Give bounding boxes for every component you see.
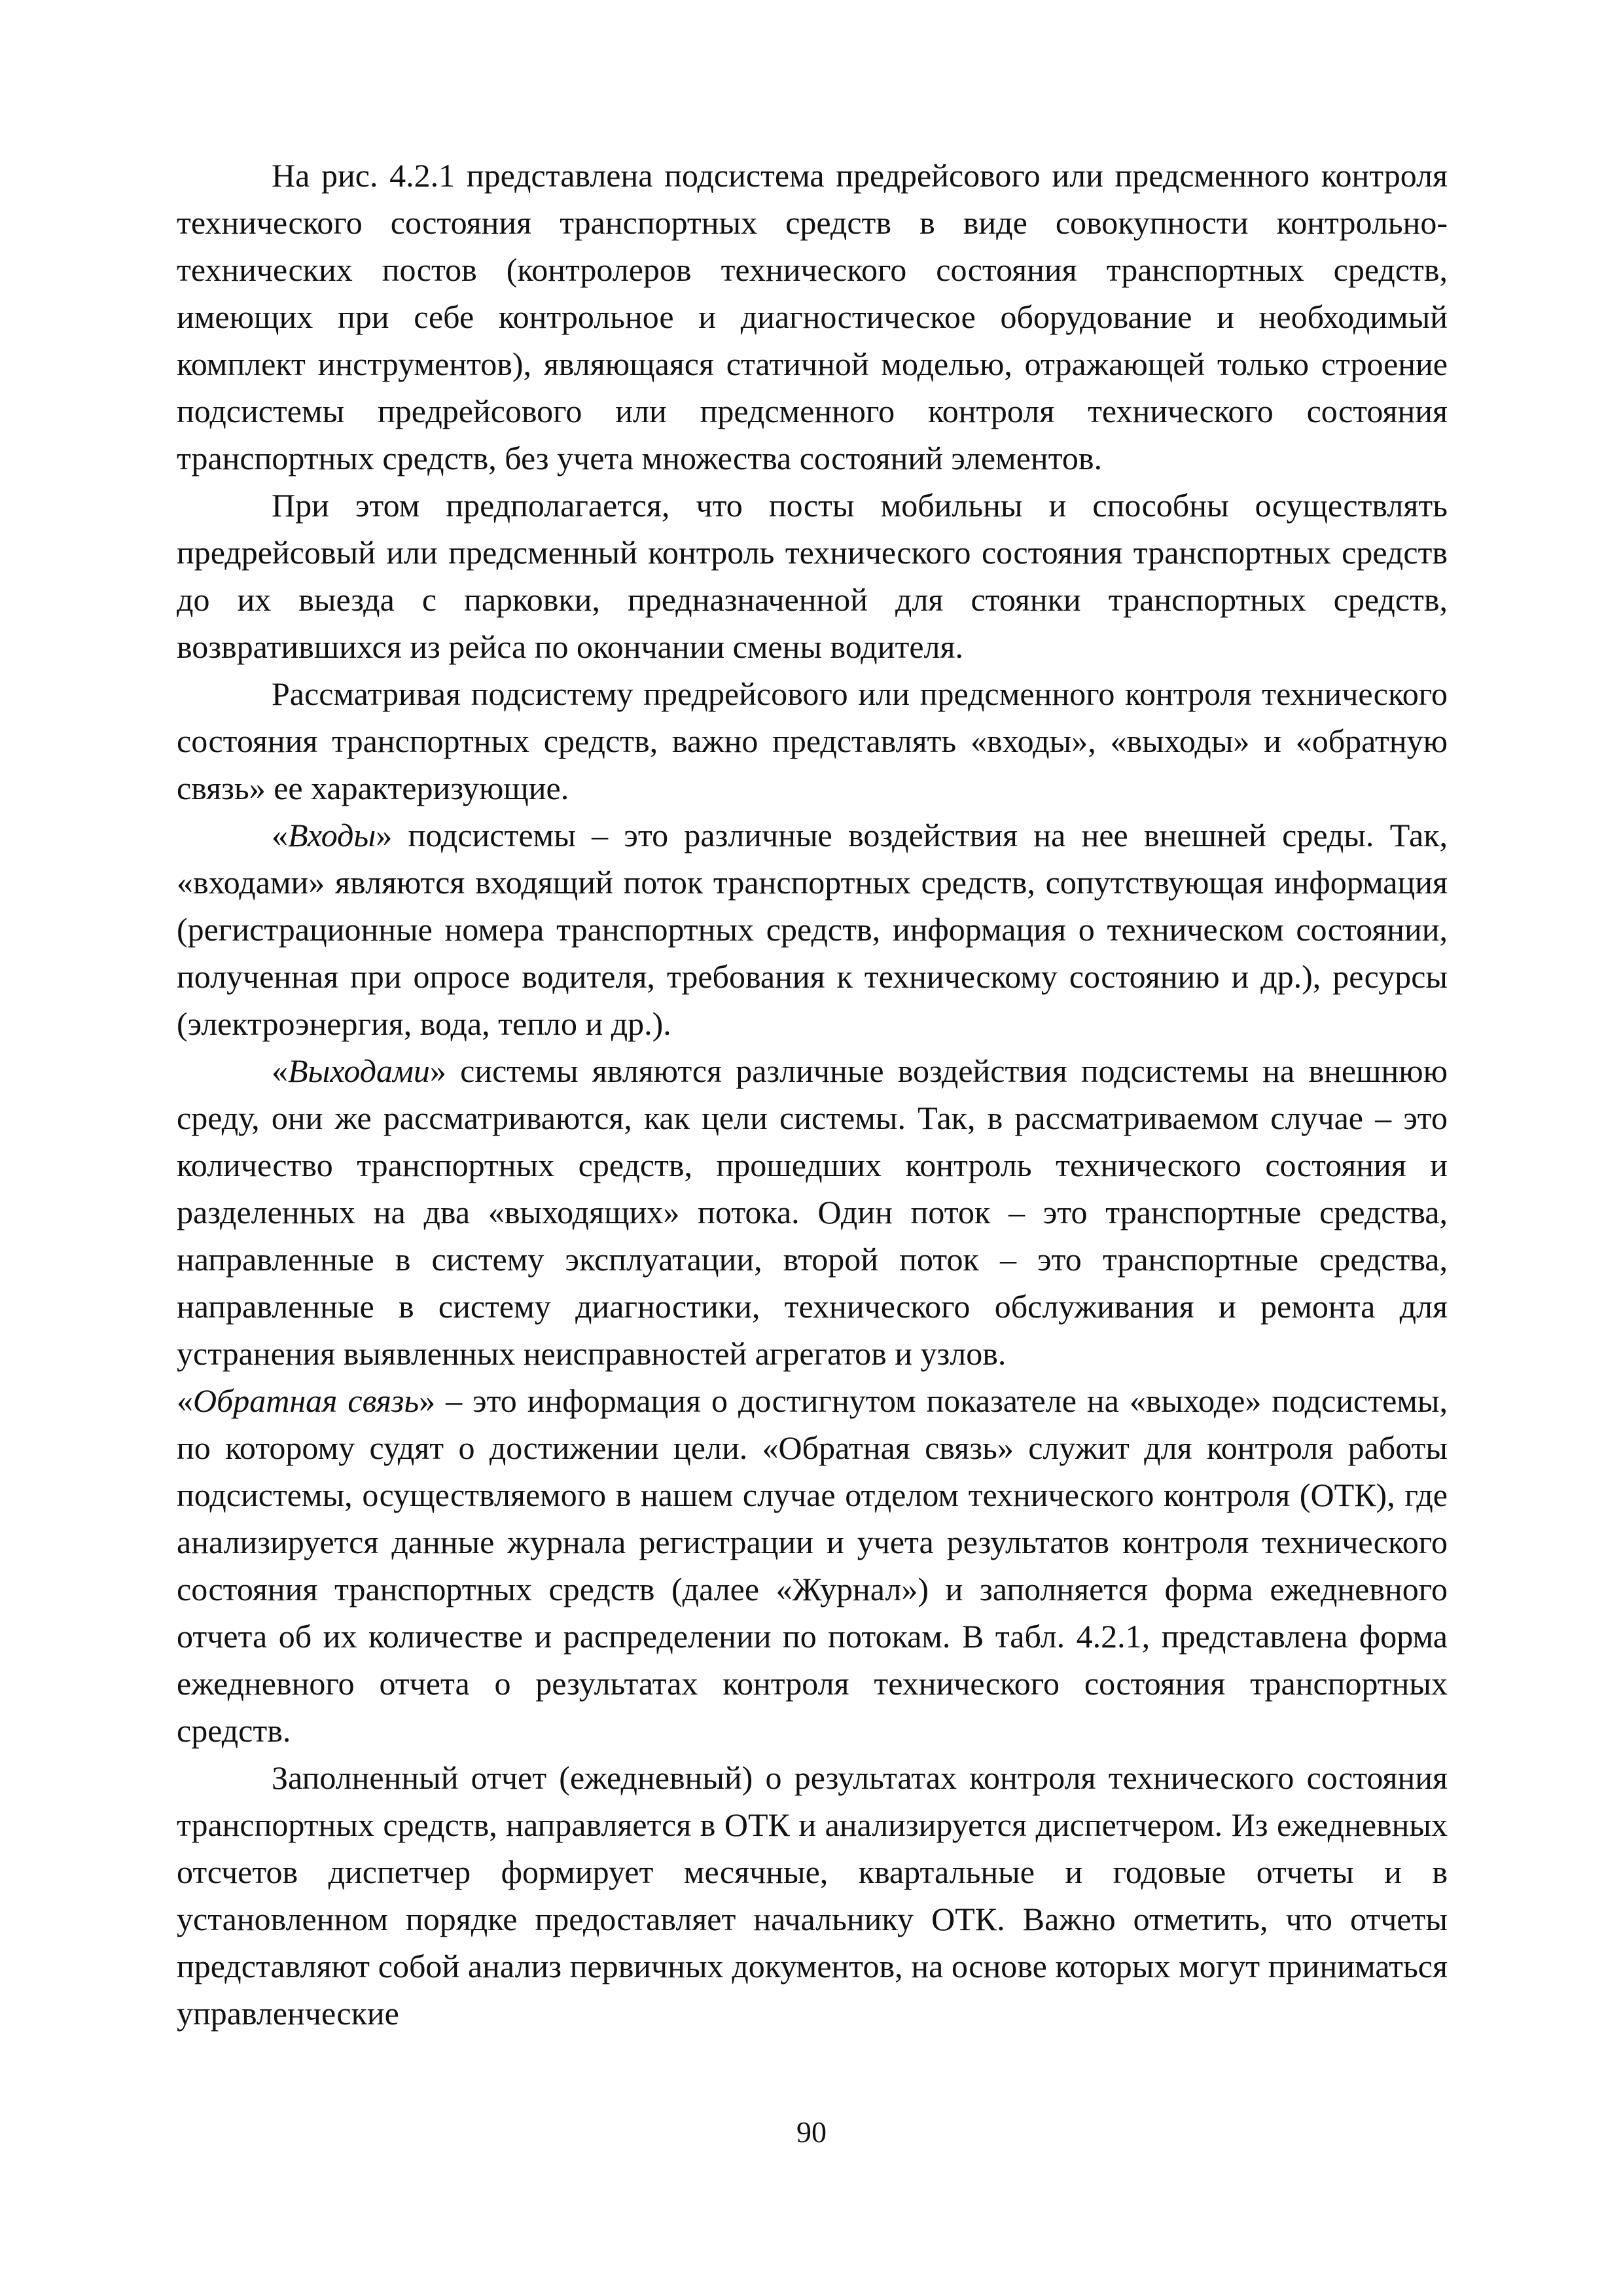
close-quote: » bbox=[376, 817, 393, 853]
paragraph-outputs bbox=[177, 1047, 1448, 1377]
close-quote: » bbox=[419, 1382, 436, 1419]
term-inputs: Входы bbox=[288, 817, 376, 853]
term-feedback: Обратная связь bbox=[193, 1382, 419, 1419]
body-text bbox=[177, 152, 1448, 2037]
term-outputs: Выходами bbox=[288, 1052, 430, 1089]
page-number: 90 bbox=[796, 2115, 827, 2149]
paragraph-mobile-posts: При этом предполагается, что посты мобильны и способны осуществлять предрейсовый или предсменный контроль технического состояния транспортных средств до их выезда с парковки, предназначенной для стоянки транспортных средств, возвратившихся из рейса по окончании смены водителя. bbox=[177, 487, 1448, 665]
paragraph-outputs-text: системы являются различные воздействия подсистемы на внешнюю среду, они же рассматриваются, как цели системы. Так, в рассматриваемом случае – это количество транспортных средств, прошедших контроль технического состояния и разделенных на два «выходящих» потока. Один поток – это транспортные средства, направленные в систему эксплуатации, второй поток – это транспортные средства, направленные в систему диагностики, технического обслуживания и ремонта для устранения выявленных неисправностей агрегатов и узлов. bbox=[177, 1052, 1448, 1372]
paragraph-inputs bbox=[177, 812, 1448, 1047]
paragraph-inputs-outputs-intro: Рассматривая подсистему предрейсового или предсменного контроля технического состояния транспортных средств, важно представлять «входы», «выходы» и «обратную связь» ее характеризующие. bbox=[177, 675, 1448, 806]
paragraph-feedback-text: – это информация о достигнутом показателе на «выходе» подсистемы, по которому судят о достижении цели. «Обратная связь» служит для контроля работы подсистемы, осуществляемого в нашем случае отделом технического контроля (ОТК), где анализируется данные журнала регистрации и учета результатов контроля технического состояния транспортных средств (далее «Журнал») и заполняется форма ежедневного отчета об их количестве и распределении по потокам. В табл. 4.2.1, представлена форма ежедневного отчета о результатах контроля технического состояния транспортных средств. bbox=[177, 1382, 1448, 1749]
open-quote: « bbox=[177, 1382, 193, 1419]
open-quote: « bbox=[272, 1052, 288, 1089]
paragraph-reports: Заполненный отчет (ежедневный) о результатах контроля технического состояния транспортных средств, направляется в ОТК и анализируется диспетчером. Из ежедневных отсчетов диспетчер формирует месячные, квартальные и годовые отчеты и в установленном порядке предоставляет начальнику ОТК. Важно отметить, что отчеты представляют собой анализ первичных документов, на основе которых могут приниматься управленческие bbox=[177, 1759, 1448, 2032]
close-quote: » bbox=[429, 1052, 446, 1089]
open-quote: « bbox=[272, 817, 288, 853]
paragraph-inputs-text: подсистемы – это различные воздействия на нее внешней среды. Так, «входами» являются входящий поток транспортных средств, сопутствующая информация (регистрационные номера транспортных средств, информация о техническом состоянии, полученная при опросе водителя, требования к техническому состоянию и др.), ресурсы (электроэнергия, вода, тепло и др.). bbox=[177, 817, 1448, 1042]
paragraph-figure-description: На рис. 4.2.1 представлена подсистема предрейсового или предсменного контроля технического состояния транспортных средств в виде совокупности контрольно-технических постов (контролеров технического состояния транспортных средств, имеющих при себе контрольное и диагностическое оборудование и необходимый комплект инструментов), являющаяся статичной моделью, отражающей только строение подсистемы предрейсового или предсменного контроля технического состояния транспортных средств, без учета множества состояний элементов. bbox=[177, 157, 1448, 476]
paragraph-feedback bbox=[177, 1377, 1448, 1754]
